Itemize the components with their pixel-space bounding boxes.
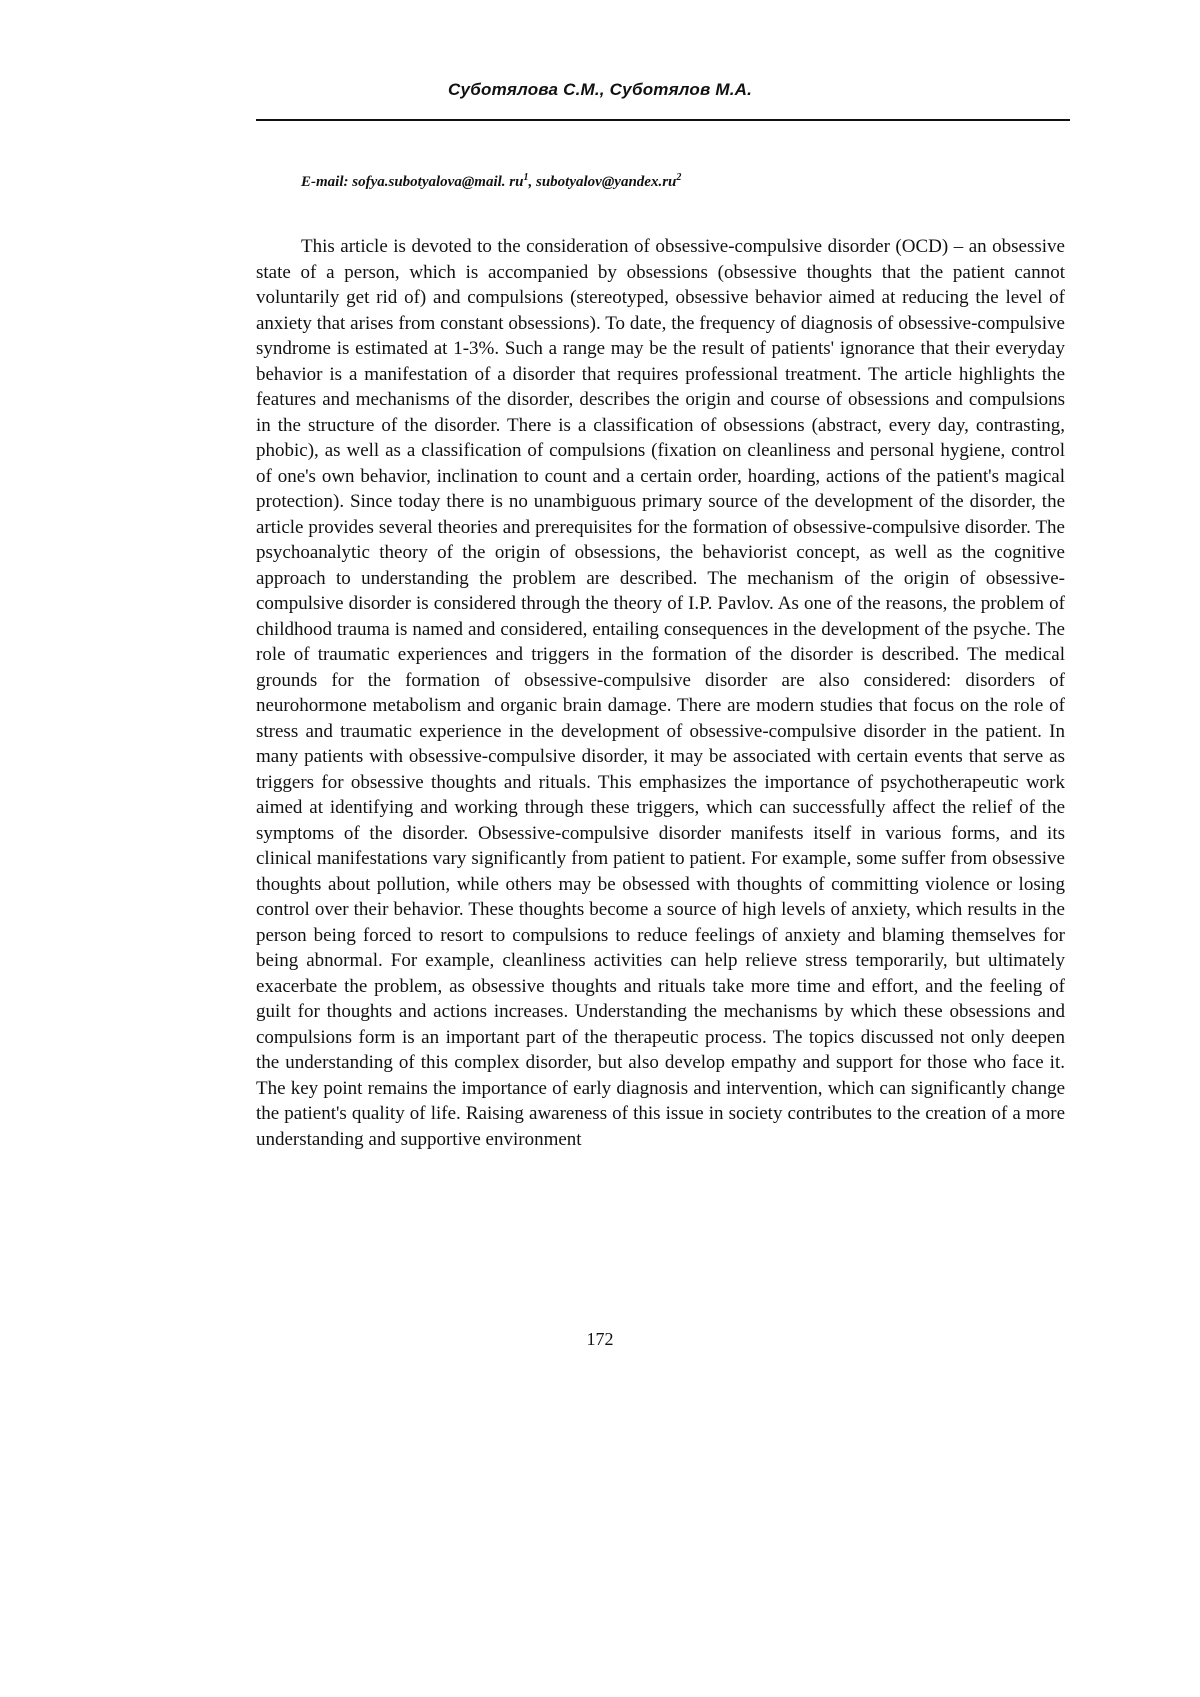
email-address-2: subotyalov@yandex.ru xyxy=(536,174,676,190)
email-label: E-mail: xyxy=(301,174,349,190)
email-address-1: sofya.subotyalova@mail. ru xyxy=(352,174,523,190)
abstract-paragraph: This article is devoted to the consideration of obsessive-compulsive disorder (OCD) – an obsessive state of a person, which is accompanied by obsessions (obsessive thoughts that the patient cannot voluntarily get rid of) and compulsions (stereotyped, obsessive behavior aimed at reducing the level of anxiety that arises from constant obsessions). To date, the frequency of diagnosis of obsessive-compulsive syndrome is estimated at 1-3%. Such a range may be the result of patients' ignorance that their everyday behavior is a manifestation of a disorder that requires professional treatment. The article highlights the features and mechanisms of the disorder, describes the origin and course of obsessions and compulsions in the structure of the disorder. There is a classification of obsessions (abstract, every day, contrasting, phobic), as well as a classification of compulsions (fixation on cleanliness and personal hygiene, control of one's own behavior, inclination to count and a certain order, hoarding, actions of the patient's magical protection). Since today there is no unambiguous primary source of the development of the disorder, the article provides several theories and prerequisites for the formation of obsessive-compulsive disorder. The psychoanalytic theory of the origin of obsessions, the behaviorist concept, as well as the cognitive approach to understanding the problem are described. The mechanism of the origin of obsessive-compulsive disorder is considered through the theory of I.P. Pavlov. As one of the reasons, the problem of childhood trauma is named and considered, entailing consequences in the development of the psyche. The role of traumatic experiences and triggers in the formation of the disorder is described. The medical grounds for the formation of obsessive-compulsive disorder are also considered: disorders of neurohormone metabolism and organic brain damage. There are modern studies that focus on the role of stress and traumatic experience in the development of obsessive-compulsive disorder in the patient. In many patients with obsessive-compulsive disorder, it may be associated with certain events that serve as triggers for obsessive thoughts and rituals. This emphasizes the importance of psychotherapeutic work aimed at identifying and working through these triggers, which can successfully affect the relief of the symptoms of the disorder. Obsessive-compulsive disorder manifests itself in various forms, and its clinical manifestations vary significantly from patient to patient. For example, some suffer from obsessive thoughts about pollution, while others may be obsessed with thoughts of committing violence or losing control over their behavior. These thoughts become a source of high levels of anxiety, which results in the person being forced to resort to compulsions to reduce feelings of anxiety and blaming themselves for being abnormal. For example, cleanliness activities can help relieve stress temporarily, but ultimately exacerbate the problem, as obsessive thoughts and rituals take more time and effort, and the feeling of guilt for thoughts and actions increases. Understanding the mechanisms by which these obsessions and compulsions form is an important part of the therapeutic process. The topics discussed not only deepen the understanding of this complex disorder, but also develop empathy and support for those who face it. The key point remains the importance of early diagnosis and intervention, which can significantly change the patient's quality of life. Raising awareness of this issue in society contributes to the creation of a more understanding and supportive environment xyxy=(256,234,1065,1152)
header-divider xyxy=(256,119,1070,121)
email-superscript-2: 2 xyxy=(676,172,681,183)
page-number: 172 xyxy=(0,1329,1200,1350)
running-header-authors: Суботялова С.М., Суботялов М.А. xyxy=(0,80,1200,100)
email-separator: , xyxy=(528,174,532,190)
email-line xyxy=(301,174,681,191)
email-superscript-1: 1 xyxy=(523,172,528,183)
